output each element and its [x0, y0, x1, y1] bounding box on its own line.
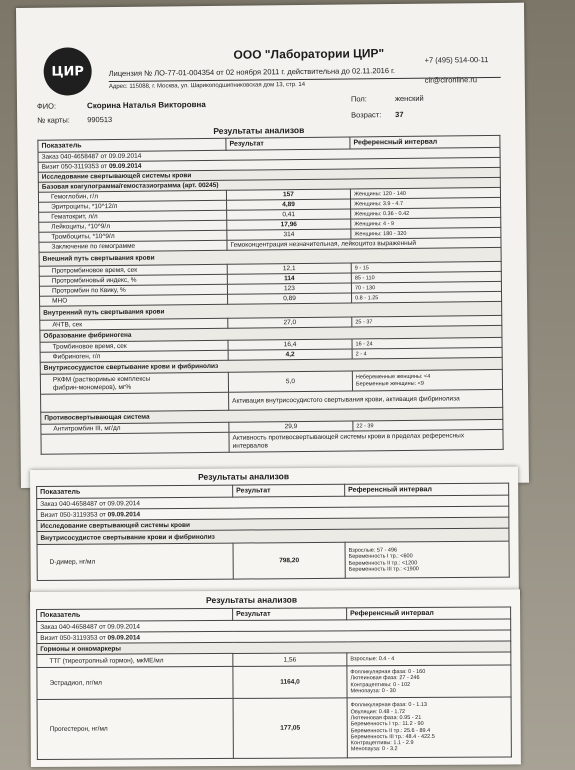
table-row	[37, 697, 511, 759]
result-value: 114	[227, 273, 351, 284]
result-value: 0,41	[227, 209, 351, 220]
visit-prefix: Визит 050-3119353 от	[40, 634, 106, 642]
indicator-name: МНО	[40, 294, 228, 306]
col-result: Результат	[226, 137, 350, 150]
ref-value: 16 - 24	[352, 337, 502, 349]
col-result: Результат	[233, 608, 347, 621]
indicator-name	[40, 372, 228, 394]
table-row	[37, 541, 509, 580]
ref-line: Лютеиновая фаза: 0.95 - 21	[350, 714, 422, 722]
ref-line: Овуляция: 0.48 - 1.72	[350, 708, 406, 715]
ref-line: Фолликулярная фаза: 0 - 160	[350, 668, 426, 676]
subsection-external: Внешний путь свертывания крови	[39, 247, 501, 266]
rfmk-ref-line1: Небеременные женщины: <4	[355, 373, 431, 381]
phone: +7 (495) 514-00-11	[424, 55, 489, 65]
ref-line: Фолликулярная фаза: 0 - 1.13	[350, 702, 427, 709]
lab-report-sheet-hormones	[30, 589, 521, 767]
card-number: 990513	[87, 114, 113, 125]
indicator-name: Тромбоциты, *10^9/л	[39, 230, 227, 242]
result-value: 16,4	[228, 339, 352, 350]
indicator-name: Эритроциты, *10^12/л	[39, 200, 227, 212]
result-value: 17,96	[227, 219, 351, 230]
result-value: 29,9	[229, 421, 353, 432]
rfmk-ref-line2: Беременные женщины: <9	[355, 380, 424, 387]
indicator-name: АЧТВ, сек	[40, 318, 228, 330]
results-table	[36, 483, 510, 581]
fio-label: ФИО:	[36, 101, 57, 111]
ref-value: 22 - 39	[353, 419, 503, 431]
result-value: 5,0	[228, 371, 352, 392]
col-indicator: Показатель	[37, 485, 233, 498]
company-name: ООО "Лаборатории ЦИР"	[233, 46, 385, 62]
result-value: 314	[227, 229, 351, 240]
order-line: Заказ 040-4658487 от 09.09.2014	[37, 495, 509, 509]
visit-date: 09.09.2014	[108, 162, 142, 171]
age-label: Возраст:	[351, 110, 382, 120]
subsection-anticoag: Противосвертывающая система	[41, 407, 503, 424]
lab-logo: ЦИР	[43, 47, 92, 96]
col-ref: Референсный интервал	[345, 483, 509, 496]
visit-date: 09.09.2014	[107, 510, 141, 518]
col-indicator: Показатель	[38, 138, 226, 152]
ref-value	[352, 369, 502, 391]
indicator-name: Эстрадиол, пг/мл	[37, 666, 233, 699]
indicator-name: Лейкоциты, *10^9/л	[39, 220, 227, 232]
ref-value: Женщины: 4 - 9	[351, 217, 501, 229]
ref-value: 70 - 130	[351, 281, 501, 293]
ref-value: 0.8 - 1.25	[352, 291, 502, 303]
patient-name: Скорина Наталья Викторовна	[86, 100, 206, 111]
section-hormones: Гормоны и онкомаркеры	[37, 641, 511, 654]
section-coag: Исследование свертывающей системы крови	[37, 517, 509, 531]
col-result: Результат	[233, 484, 345, 497]
ref-line: Беременность III тр.: 48.4 - 422.5	[350, 733, 435, 741]
card-label: № карты:	[37, 115, 70, 125]
col-indicator: Показатель	[37, 608, 233, 621]
report-title: Результаты анализов	[213, 124, 305, 136]
result-value: 798,20	[233, 542, 345, 579]
result-value: 12,1	[227, 263, 351, 274]
subsection-dvs: Внутрисосудистое свертывание крови и фибринолиз	[40, 357, 502, 374]
ref-value: Женщины: 0.36 - 0.42	[351, 207, 501, 219]
ref-value	[347, 665, 511, 698]
order-line: Заказ 040-4658487 от 09.09.2014	[37, 619, 511, 632]
ref-value: Женщины: 120 - 140	[350, 187, 500, 199]
ref-line: Лютеиновая фаза: 27 - 246	[350, 675, 420, 682]
subsection-fibrinogen: Образование фибриногена	[40, 325, 502, 342]
result-value: 0,89	[228, 293, 352, 304]
ref-value: 2 - 4	[352, 347, 502, 359]
ref-value	[347, 697, 511, 758]
ref-value: Взрослые: 0.4 - 4	[347, 652, 511, 666]
result-value: 1164,0	[233, 666, 347, 699]
indicator-name: Гемоглобин, г/л	[38, 190, 226, 202]
lab-report-sheet-ddimer	[30, 467, 519, 600]
indicator-name: ТТГ (тиреотропный гормон), мкМЕ/мл	[37, 653, 233, 667]
order-line: Заказ 040-4658487 от 09.09.2014	[38, 147, 500, 162]
result-value: 4,89	[227, 199, 351, 210]
rfmk-name-line1: РКФМ (растворимые комплексы	[52, 375, 151, 384]
subsection-dvs: Внутрисосудистое свертывание крови и фибринолиз	[37, 528, 509, 544]
ref-value: 85 - 110	[351, 271, 501, 283]
result-value: 4,2	[228, 349, 352, 360]
lab-report-sheet-main	[16, 3, 529, 488]
address: Адрес: 115088, г. Москва, ул. Шарикоподшипниковская дом 13, стр. 14	[108, 81, 306, 91]
indicator-name: D-димер, нг/мл	[37, 543, 233, 580]
result-value: 123	[227, 283, 351, 294]
col-ref: Референсный интервал	[350, 135, 500, 149]
antithrombin-conclusion: Активность противосвертывающей системы крови в пределах референсных интервалов	[229, 429, 503, 452]
result-value: 177,05	[233, 698, 347, 759]
visit-prefix: Визит 050-3119353 от	[40, 510, 106, 519]
ref-line: Менопауза: 0 - 3.2	[350, 746, 398, 753]
indicator-name: Протромбиновое время, сек	[39, 264, 227, 276]
indicator-name: Протромбиновый индекс, %	[39, 274, 227, 286]
table-row	[37, 665, 511, 699]
ref-value: 25 - 37	[352, 315, 502, 327]
ref-value: Женщины: 3.9 - 4.7	[351, 197, 501, 209]
col-ref: Референсный интервал	[347, 607, 511, 620]
visit-prefix: Визит 050-3119353 от	[41, 163, 108, 171]
ref-line: Менопауза: 0 - 30	[350, 687, 396, 695]
email: cir@cironline.ru	[424, 75, 478, 85]
visit-date: 09.09.2014	[107, 633, 141, 642]
license: Лицензия № ЛО-77-01-004354 от 02 ноября 2011 г. действительна до 02.11.2016 г.	[108, 66, 396, 79]
ref-value: 9 - 15	[351, 261, 501, 273]
results-table	[37, 135, 503, 455]
ref-line: Беременность II тр.: 25.6 - 89.4	[350, 727, 431, 734]
indicator-name: Протромбин по Квику, %	[39, 284, 227, 296]
ref-line: Беременность I тр.: <600	[348, 553, 413, 560]
results-table	[36, 606, 512, 759]
ref-line: Беременность II тр.: <1200	[348, 559, 418, 567]
ref-line: Контрацептивы: 0 - 102	[350, 681, 411, 688]
result-value: 1,56	[233, 653, 347, 667]
ref-value: Женщины: 180 - 320	[351, 227, 501, 239]
result-value: 157	[226, 189, 350, 200]
ref-line: Беременность I тр.: 11.2 - 90	[350, 721, 424, 728]
hemogram-label: Заключение по гемограмме	[39, 240, 227, 252]
sex-label: Пол:	[350, 94, 367, 104]
indicator-name: Тромбиновое время, сек	[40, 340, 228, 352]
section-coag: Исследование свертывающей системы крови	[38, 167, 500, 182]
report-title: Результаты анализов	[198, 471, 290, 482]
rfmk-name-line2: фибрин-мономеров), мг%	[52, 383, 132, 392]
ref-line: Взрослые: 57 - 496	[348, 547, 398, 554]
indicator-name: Антитромбин III, мг/дл	[41, 422, 229, 434]
ref-value	[345, 541, 509, 578]
ref-line: Контрацептивы: 1.1 - 2.9	[350, 740, 414, 747]
subsection-internal: Внутренний путь свертывания крови	[40, 301, 502, 320]
hemogram-conclusion: Гемоконцентрация незначительная, лейкоцитоз выраженный	[227, 237, 501, 250]
rfmk-conclusion: Активация внутрисосудистого свертывания крови, активация фибринолиза	[229, 389, 503, 410]
report-title: Результаты анализов	[206, 594, 298, 606]
result-value: 27,0	[228, 317, 352, 328]
sex-value: женский	[394, 93, 424, 104]
subsection-basic: Базовая коагулограмма/гемостазиограмма (арт. 00245)	[38, 177, 500, 192]
indicator-name: Гематокрит, л/л	[39, 210, 227, 222]
ref-line: Беременность III тр.: <1900	[348, 566, 419, 573]
indicator-name: Фибриноген, г/л	[40, 350, 228, 362]
age-value: 37	[395, 109, 404, 120]
indicator-name: Прогестерон, нг/мл	[37, 698, 233, 759]
